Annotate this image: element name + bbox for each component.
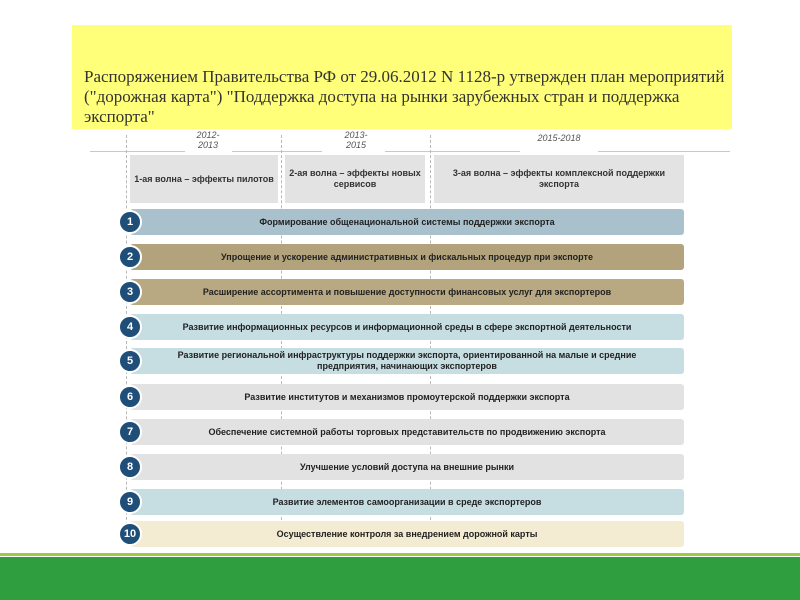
row-number-badge: 9 (118, 490, 142, 514)
row-label: Расширение ассортимента и повышение доступности финансовых услуг для экспортеров (202, 286, 612, 297)
wave-label: 1-ая волна – эффекты пилотов (134, 173, 274, 184)
row-number-badge: 1 (118, 210, 142, 234)
timeline-line (385, 151, 520, 152)
row-label: Развитие информационных ресурсов и информационной среды в сфере экспортной деятельности (182, 321, 632, 332)
footer-bar (0, 557, 800, 600)
footer-accent-line (0, 553, 800, 556)
wave-box (130, 155, 278, 203)
period-label: 2012- 2013 (196, 130, 220, 150)
row-number-badge: 7 (118, 420, 142, 444)
row-label: Осуществление контроля за внедрением дорожной карты (276, 528, 538, 539)
wave-box (434, 155, 684, 203)
row-number-badge: 5 (118, 349, 142, 373)
row-number-badge: 6 (118, 385, 142, 409)
row-label: Формирование общенациональной системы поддержки экспорта (259, 216, 555, 227)
timeline-line (598, 151, 730, 152)
wave-label: 2-ая волна – эффекты новых сервисов (289, 168, 421, 189)
row-label: Развитие институтов и механизмов промоутерской поддержки экспорта (244, 391, 570, 402)
roadmap-row (130, 314, 684, 340)
roadmap-row (130, 384, 684, 410)
row-number-badge: 8 (118, 455, 142, 479)
row-label: Развитие региональной инфраструктуры поддержки экспорта, ориентированной на малые и средние предприятия, начинающих экспортеров (177, 350, 637, 371)
roadmap-row (130, 279, 684, 305)
roadmap-row (130, 489, 684, 515)
roadmap-row (130, 348, 684, 374)
row-number-badge: 4 (118, 315, 142, 339)
row-number-badge: 2 (118, 245, 142, 269)
period-divider (430, 135, 431, 545)
roadmap-row (130, 209, 684, 235)
row-label: Улучшение условий доступа на внешние рынки (299, 461, 515, 472)
roadmap-row (130, 454, 684, 480)
row-number-badge: 10 (118, 522, 142, 546)
timeline-line (232, 151, 322, 152)
row-label: Развитие элементов самоорганизации в среде экспортеров (272, 496, 542, 507)
row-label: Обеспечение системной работы торговых представительств по продвижению экспорта (208, 426, 606, 437)
period-divider (281, 135, 282, 545)
slide-title: Распоряжением Правительства РФ от 29.06.2012 N 1128-р утвержден план мероприятий ("дорожная карта") "Поддержка доступа на рынки зарубежных стран и поддержка экспорта" (84, 67, 725, 126)
timeline-line (90, 151, 185, 152)
period-label: 2015-2018 (537, 133, 581, 143)
roadmap-row (130, 521, 684, 547)
period-divider (126, 135, 127, 545)
wave-box (285, 155, 425, 203)
row-label: Упрощение и ускорение административных и фискальных процедур при экспорте (221, 251, 593, 262)
period-label: 2013- 2015 (344, 130, 368, 150)
row-number-badge: 3 (118, 280, 142, 304)
roadmap-row (130, 419, 684, 445)
roadmap-row (130, 244, 684, 270)
wave-label: 3-ая волна – эффекты комплексной поддержки экспорта (452, 168, 666, 189)
